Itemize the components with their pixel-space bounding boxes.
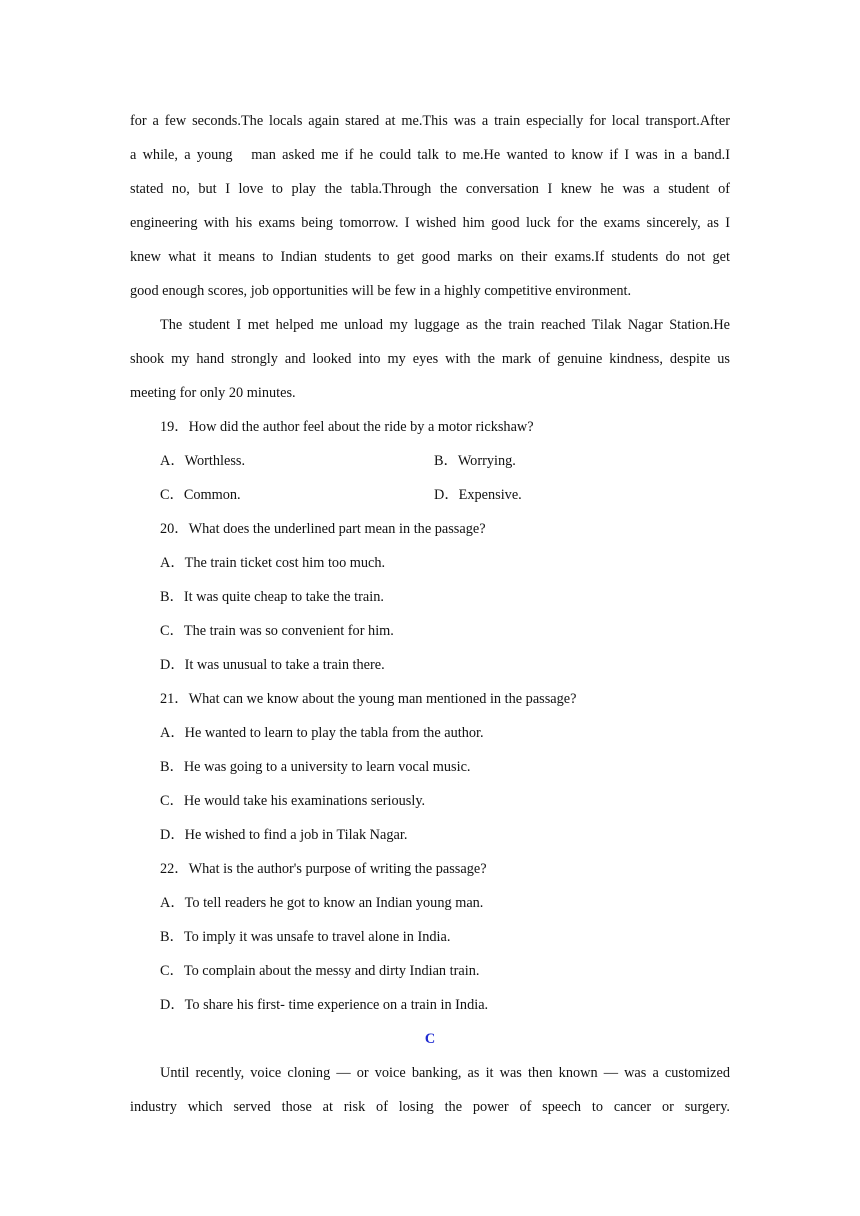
text-line: shook my hand strongly and looked into my eyes with the mark of genuine kindness, despite us <box>130 351 730 367</box>
option-c: C．Common. <box>160 487 241 503</box>
text-line: The student I met helped me unload my luggage as the train reached Tilak Nagar Station.He <box>160 317 730 333</box>
option-row <box>130 478 730 512</box>
option-b: B．It was quite cheap to take the train. <box>160 589 384 605</box>
text-line: meeting for only 20 minutes. <box>130 385 296 401</box>
text-line: for a few seconds.The locals again stared at me.This was a train especially for local transport.After <box>130 113 730 129</box>
option-a: A．He wanted to learn to play the tabla from the author. <box>160 725 484 741</box>
option-d: D．It was unusual to take a train there. <box>160 657 385 673</box>
question-stem: 20．What does the underlined part mean in the passage? <box>160 521 486 537</box>
question-21 <box>130 682 730 852</box>
option-a: A．The train ticket cost him too much. <box>160 555 386 571</box>
text-line: good enough scores, job opportunities will be few in a highly competitive environment. <box>130 283 632 299</box>
option-c: C．The train was so convenient for him. <box>160 623 394 639</box>
option-a: A．To tell readers he got to know an Indian young man. <box>160 895 484 911</box>
passage-paragraph <box>130 308 730 410</box>
text-line: knew what it means to Indian students to get good marks on their exams.If students do not get <box>130 249 730 265</box>
option-row <box>130 444 730 478</box>
question-20 <box>130 512 730 682</box>
option-b: B．He was going to a university to learn vocal music. <box>160 759 471 775</box>
passage-paragraph <box>130 104 730 308</box>
option-c: C．To complain about the messy and dirty Indian train. <box>160 963 480 979</box>
option-b: B．Worrying. <box>434 453 516 469</box>
option-d: D．He wished to find a job in Tilak Nagar. <box>160 827 408 843</box>
text-line: Until recently, voice cloning — or voice banking, as it was then known — was a customized <box>160 1065 730 1081</box>
text-line: industry which served those at risk of losing the power of speech to cancer or surgery. <box>130 1099 730 1115</box>
question-stem: 21．What can we know about the young man mentioned in the passage? <box>160 691 577 707</box>
text-line: engineering with his exams being tomorrow. I wished him good luck for the exams sincerely, as I <box>130 215 730 231</box>
text-line: stated no, but I love to play the tabla.Through the conversation I knew he was a student of <box>130 181 730 197</box>
question-stem: 22．What is the author's purpose of writing the passage? <box>160 861 487 877</box>
question-22 <box>130 852 730 1022</box>
option-d: D．To share his first- time experience on a train in India. <box>160 997 489 1013</box>
question-stem: 19．How did the author feel about the ride by a motor rickshaw? <box>160 419 534 435</box>
option-b: B．To imply it was unsafe to travel alone in India. <box>160 929 451 945</box>
option-c: C．He would take his examinations seriously. <box>160 793 426 809</box>
text-line: a while, a young man asked me if he could talk to me.He wanted to know if I was in a band.I <box>130 147 730 163</box>
passage-paragraph <box>130 1056 730 1124</box>
page-content <box>130 104 730 1124</box>
option-a: A．Worthless. <box>160 453 246 469</box>
question-19 <box>130 410 730 512</box>
option-d: D．Expensive. <box>434 487 522 503</box>
section-heading: C <box>424 1031 436 1047</box>
